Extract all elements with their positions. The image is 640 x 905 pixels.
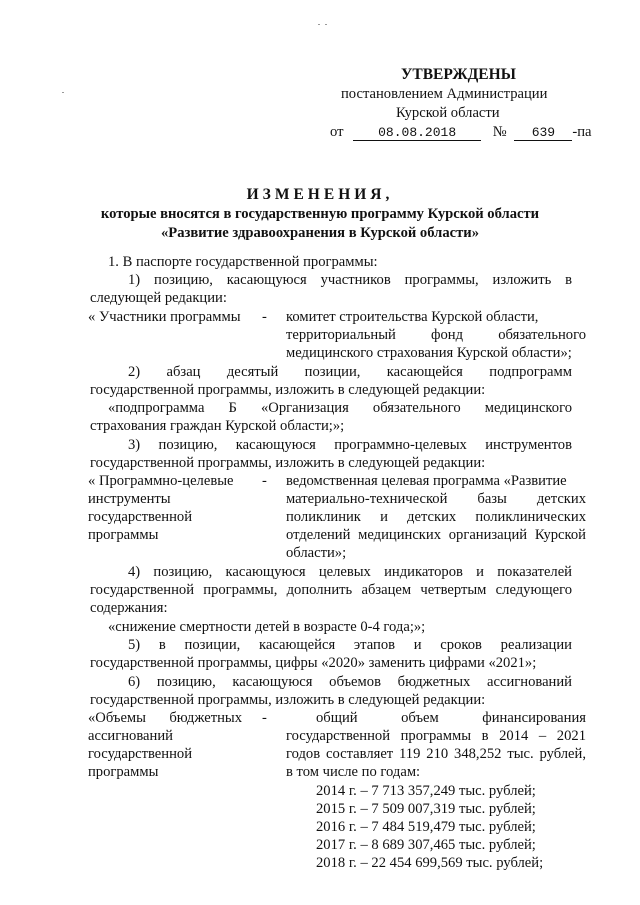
heading-line-1: которые вносятся в государственную программу Курской области [100, 206, 540, 222]
p3-label-2: инструменты [88, 491, 171, 507]
p3-value-5: области»; [286, 545, 347, 561]
approval-line-1: постановлением Администрации [341, 86, 548, 102]
approval-date: 08.08.2018 [353, 125, 481, 141]
approval-line-2: Курской области [396, 105, 500, 121]
p5-line-2: государственной программы, цифры «2020» заменить цифрами «2021»; [90, 655, 537, 671]
p5-line-1: 5) в позиции, касающейся этапов и сроков реализации [128, 637, 572, 653]
p1-dash: - [262, 309, 267, 325]
p3-dash: - [262, 473, 267, 489]
number-suffix: -па [572, 124, 592, 140]
p4-quote: «снижение смертности детей в возрасте 0-4 года;»; [108, 619, 426, 635]
p6-value-3: годов составляет 119 210 348,252 тыс. рублей, [286, 746, 586, 762]
p6-value-2: государственной программы в 2014 – 2021 [286, 728, 586, 744]
p3-label-1: « Программно-целевые [88, 473, 234, 489]
year-line: 2014 г. – 7 713 357,249 тыс. рублей; [316, 783, 536, 799]
heading-line-2: «Развитие здравоохранения в Курской области» [160, 225, 479, 241]
p2-line-1: 2) абзац десятый позиции, касающейся подпрограмм [128, 364, 572, 380]
p4-line-1: 4) позицию, касающуюся целевых индикаторов и показателей [128, 564, 572, 580]
p2-line-2: государственной программы, изложить в следующей редакции: [90, 382, 486, 398]
approval-date-line [330, 124, 592, 141]
approval-title: УТВЕРЖДЕНЫ [401, 66, 516, 83]
scan-speck [318, 24, 320, 25]
p6-value-1: общий объем финансирования [316, 710, 586, 726]
p2-quote-2: страхования граждан Курской области;»; [90, 418, 345, 434]
number-label: № [492, 124, 507, 140]
p3-value-4: отделений медицинских организаций Курской [286, 527, 586, 543]
p3-value-3: поликлиник и детских поликлинических [286, 509, 586, 525]
p6-line-1: 6) позицию, касающуюся объемов бюджетных ассигнований [128, 674, 572, 690]
p3-value-1: ведомственная целевая программа «Развитие [286, 473, 567, 489]
p6-label-1: «Объемы бюджетных [88, 710, 242, 726]
scan-speck [62, 92, 64, 93]
year-line: 2015 г. – 7 509 007,319 тыс. рублей; [316, 801, 536, 817]
p4-line-3: содержания: [90, 600, 168, 616]
year-line: 2018 г. – 22 454 699,569 тыс. рублей; [316, 855, 544, 871]
scan-speck [325, 24, 327, 25]
p1-line-1: 1) позицию, касающуюся участников программы, изложить в [128, 272, 572, 288]
p3-label-4: программы [88, 527, 159, 543]
p6-line-2: государственной программы, изложить в следующей редакции: [90, 692, 486, 708]
p3-line-1: 3) позицию, касающуюся программно-целевых инструментов [128, 437, 572, 453]
year-line: 2016 г. – 7 484 519,479 тыс. рублей; [316, 819, 536, 835]
p4-line-2: государственной программы, дополнить абзацем четвертым следующего [90, 582, 572, 598]
p6-value-4: в том числе по годам: [286, 764, 421, 780]
p3-value-2: материально-технической базы детских [286, 491, 586, 507]
heading-title: ИЗМЕНЕНИЯ, [246, 186, 394, 203]
p6-label-4: программы [88, 764, 159, 780]
p3-label-3: государственной [88, 509, 193, 525]
p1-line-2: следующей редакции: [90, 290, 227, 306]
p3-line-2: государственной программы, изложить в следующей редакции: [90, 455, 486, 471]
p6-label-3: государственной [88, 746, 193, 762]
p1-value-3: медицинского страхования Курской области»; [286, 345, 572, 361]
p1-label: « Участники программы [88, 309, 241, 325]
p1-value-1: комитет строительства Курской области, [286, 309, 539, 325]
p6-dash: - [262, 710, 267, 726]
approval-number: 639 [514, 125, 572, 141]
p6-label-2: ассигнований [88, 728, 173, 744]
p1-value-2: территориальный фонд обязательного [286, 327, 586, 343]
p2-quote-1: «подпрограмма Б «Организация обязательного медицинского [108, 400, 572, 416]
year-line: 2017 г. – 8 689 307,465 тыс. рублей; [316, 837, 536, 853]
item-1: 1. В паспорте государственной программы: [108, 254, 378, 270]
from-label: от [330, 124, 344, 140]
